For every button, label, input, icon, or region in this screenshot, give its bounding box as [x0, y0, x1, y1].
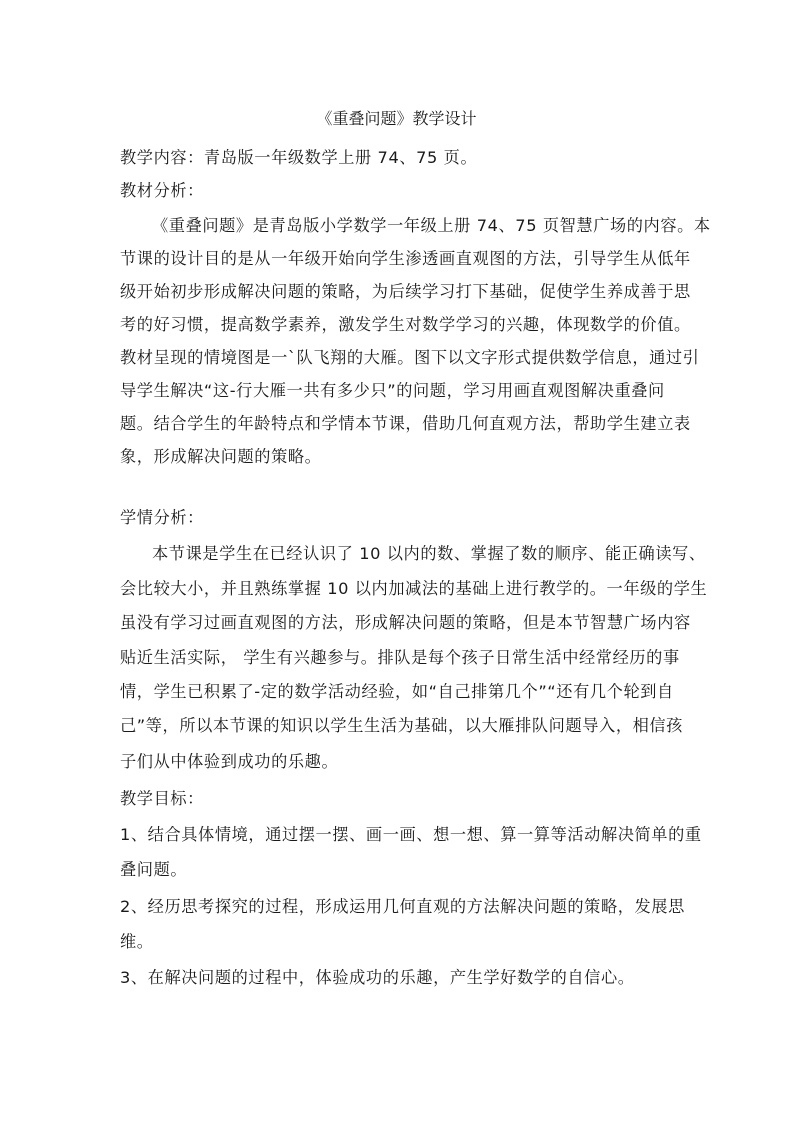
teaching-content-line: 教学内容：青岛版一年级数学上册 74、75 页。	[120, 148, 478, 167]
paragraph-line: 虽没有学习过画直观图的方法，形成解决问题的策略，但是本节智慧广场内容	[120, 613, 691, 632]
goal-line: 叠问题。	[120, 860, 188, 879]
goal-line: 1、结合具体情境，通过摆一摆、画一画、想一想、算一算等活动解决简单的重	[120, 825, 702, 844]
paragraph-line: 贴近生活实际， 学生有兴趣参与。排队是每个孩子日常生活中经常经历的事	[120, 648, 680, 667]
paragraph-line: 级开始初步形成解决问题的策略，为后续学习打下基础，促使学生养成善于思	[120, 282, 691, 301]
section-heading-student-analysis: 学情分析：	[120, 508, 204, 527]
goal-line: 维。	[120, 932, 154, 951]
section-heading-teaching-goals: 教学目标：	[120, 789, 204, 808]
paragraph-line: 情，学生已积累了-定的数学活动经验，如“自己排第几个”“还有几个轮到自	[120, 682, 674, 701]
paragraph-line: 节课的设计目的是从一年级开始向学生渗透画直观图的方法，引导学生从低年	[120, 249, 691, 268]
paragraph-line: 考的好习惯，提高数学素养，激发学生对数学学习的兴趣，体现数学的价值。	[120, 315, 691, 334]
goal-line: 2、经历思考探究的过程，形成运用几何直观的方法解决问题的策略，发展思	[120, 897, 685, 916]
paragraph-line: 题。结合学生的年龄特点和学情本节课，借助几何直观方法，帮助学生建立表	[120, 414, 691, 433]
paragraph-line: 教材呈现的情境图是一`队飞翔的大雁。图下以文字形式提供数学信息，通过引	[120, 348, 700, 367]
paragraph-line: 导学生解决“这-行大雁一共有多少只”的问题，学习用画直观图解决重叠问	[120, 381, 665, 400]
paragraph-line: 己”等，所以本节课的知识以学生生活为基础，以大雁排队问题导入，相信孩	[120, 716, 683, 735]
section-heading-material-analysis: 教材分析：	[120, 181, 204, 200]
paragraph-line: 《重叠问题》是青岛版小学数学一年级上册 74、75 页智慧广场的内容。本	[152, 216, 711, 235]
goal-line: 3、在解决问题的过程中，体验成功的乐趣，产生学好数学的自信心。	[120, 968, 635, 987]
document-title: 《重叠问题》教学设计	[316, 109, 477, 128]
paragraph-line: 会比较大小，并且熟练掌握 10 以内加减法的基础上进行教学的。一年级的学生	[120, 579, 708, 598]
paragraph-line: 本节课是学生在已经认识了 10 以内的数、掌握了数的顺序、能正确读写、	[152, 544, 706, 563]
paragraph-line: 子们从中体验到成功的乐趣。	[120, 752, 339, 771]
paragraph-line: 象，形成解决问题的策略。	[120, 447, 322, 466]
